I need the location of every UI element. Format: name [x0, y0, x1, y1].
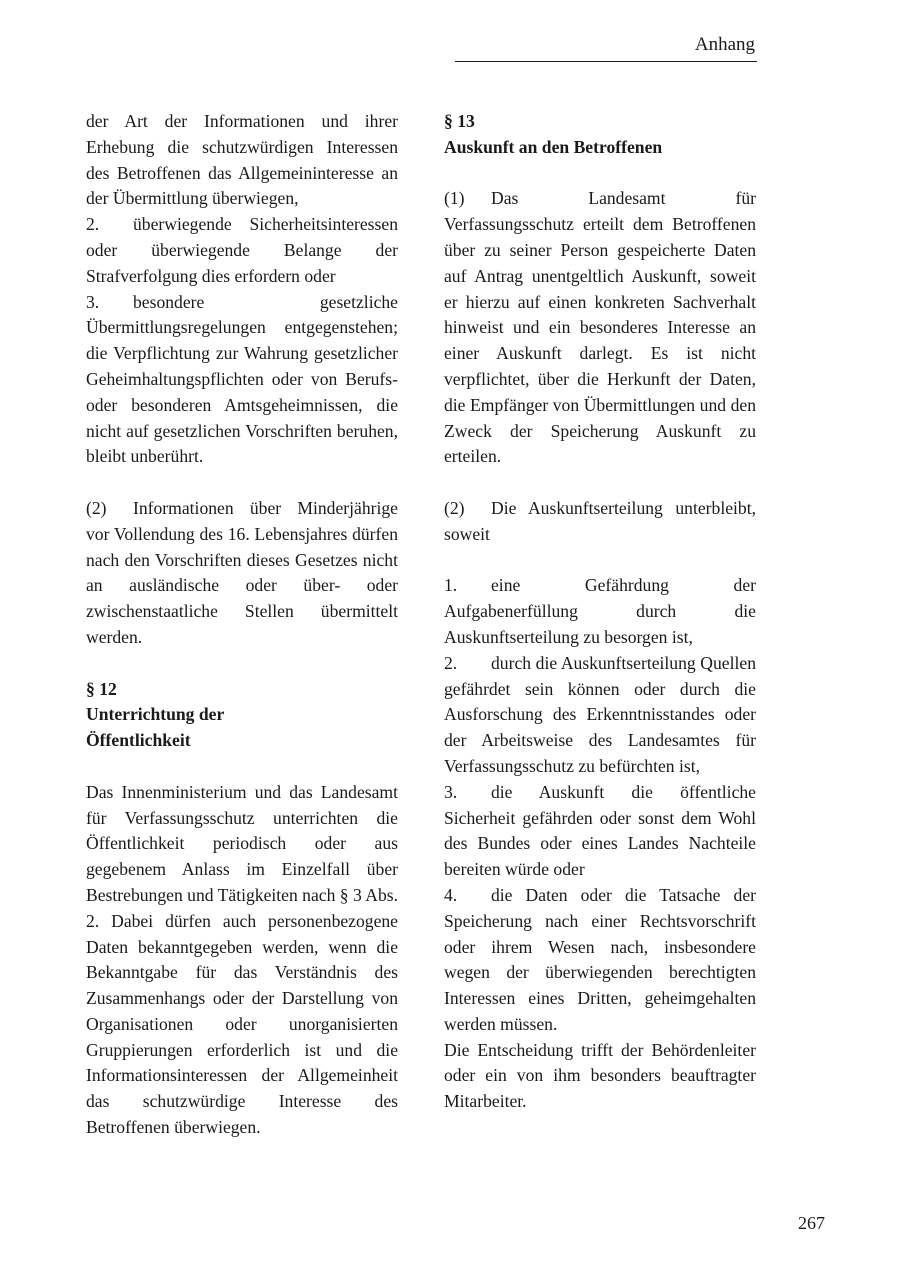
- paragraph-text: Das Landesamt für Verfassungsschutz erteilt dem Betroffenen über zu seiner Person gespeicherte Daten auf Antrag unentgeltlich Auskunft, soweit er hierzu auf einen konkreten Sachverhalt hinweist und ein besonderes Interesse an einer Auskunft darlegt. Es ist nicht verpflichtet, über die Herkunft der Daten, die Empfänger von Übermittlungen und den Zweck der Speicherung Auskunft zu erteilen.: [444, 188, 756, 467]
- list-item: [86, 290, 398, 471]
- section-12-title-line2: Öffentlichkeit: [86, 730, 191, 751]
- section-13-title: Auskunft an den Betroffenen: [444, 136, 663, 157]
- paragraph-2: [444, 496, 756, 548]
- list-item: [444, 883, 756, 1038]
- paragraph-text: Die Auskunftserteilung unterbleibt, soweit: [444, 497, 756, 544]
- list-item: [444, 651, 756, 780]
- paragraph-number: (2): [444, 497, 465, 518]
- list-item-number: 2.: [86, 214, 100, 235]
- list-item-text: durch die Auskunftserteilung Quellen gefährdet sein können oder durch die Ausforschung des Erkenntnisstandes oder der Arbeitsweise des Landesamtes für Verfassungsschutz zu befürchten ist,: [444, 652, 756, 776]
- section-12-body: Das Innenministerium und das Landesamt für Verfassungsschutz unterrichten die Öffentlichkeit periodisch oder aus gegebenem Anlass im Einzelfall über Bestrebungen und Tätigkeiten nach § 3 Abs. 2. Dabei dürfen auch personenbezogene Daten bekanntgegeben werden, wenn die Bekanntgabe für das Verständnis des Zusammenhangs oder der Darstellung von Organisationen oder unorganisierten Gruppierungen erforderlich ist und die Informationsinteressen der Allgemeinheit das schutzwürdige Interesse des Betroffenen überwiegen.: [86, 781, 398, 1138]
- right-column: [444, 109, 756, 1115]
- page-number: 267: [798, 1213, 825, 1233]
- list-item-text: besondere gesetzliche Übermittlungsregelungen entgegenstehen; die Verpflichtung zur Wahrung gesetzlicher Geheimhaltungspflichten oder von Berufs- oder besonderen Amtsgeheimnissen, die nicht auf gesetzlichen Vorschriften beruhen, bleibt unberührt.: [86, 291, 398, 467]
- left-column: [86, 109, 398, 1141]
- section-13-number: § 13: [444, 111, 475, 131]
- list-item-text: eine Gefährdung der Aufgabenerfüllung durch die Auskunftserteilung zu besorgen ist,: [444, 575, 756, 647]
- paragraph-number: (2): [86, 497, 107, 518]
- list-item: [444, 780, 756, 883]
- list-item-number: 3.: [86, 291, 100, 312]
- paragraph-1: [444, 186, 756, 470]
- list-item-number: 4.: [444, 884, 458, 905]
- list-item-number: 2.: [444, 652, 458, 673]
- running-header: [455, 34, 757, 62]
- list-item-text: die Auskunft die öffentliche Sicherheit gefährden oder sonst dem Wohl des Bundes oder eines Landes Nachteile bereiten würde oder: [444, 781, 756, 880]
- paragraph-text: Informationen über Minderjährige vor Vollendung des 16. Lebensjahres dürfen nach den Vorschriften dieses Gesetzes nicht an ausländische oder über- oder zwischenstaatliche Stellen übermittelt werden.: [86, 497, 398, 647]
- continued-paragraph: der Art der Informationen und ihrer Erhebung die schutzwürdigen Interessen des Betroffenen das Allgemeininteresse an der Übermittlung überwiegen,: [86, 111, 398, 209]
- list-item-number: 1.: [444, 575, 458, 596]
- paragraph-number: (1): [444, 188, 465, 209]
- header-title: Anhang: [694, 34, 755, 55]
- list-item: [444, 573, 756, 650]
- section-12-number: § 12: [86, 678, 117, 699]
- list-item-text: die Daten oder die Tatsache der Speicherung nach einer Rechtsvorschrift oder ihrem Wesen nach, insbesondere wegen der überwiegenden berechtigten Interessen eines Dritten, geheimgehalten werden müssen.: [444, 884, 756, 1034]
- list-item-number: 3.: [444, 781, 458, 802]
- section-12-title-line1: Unterrichtung der: [86, 704, 225, 725]
- closing-paragraph: Die Entscheidung trifft der Behördenleiter oder ein von ihm besonders beauftragter Mitarbeiter.: [444, 1039, 756, 1112]
- paragraph-2: [86, 496, 398, 651]
- list-item-text: überwiegende Sicherheitsinteressen oder überwiegende Belange der Strafverfolgung dies erfordern oder: [86, 214, 398, 286]
- list-item: [86, 212, 398, 289]
